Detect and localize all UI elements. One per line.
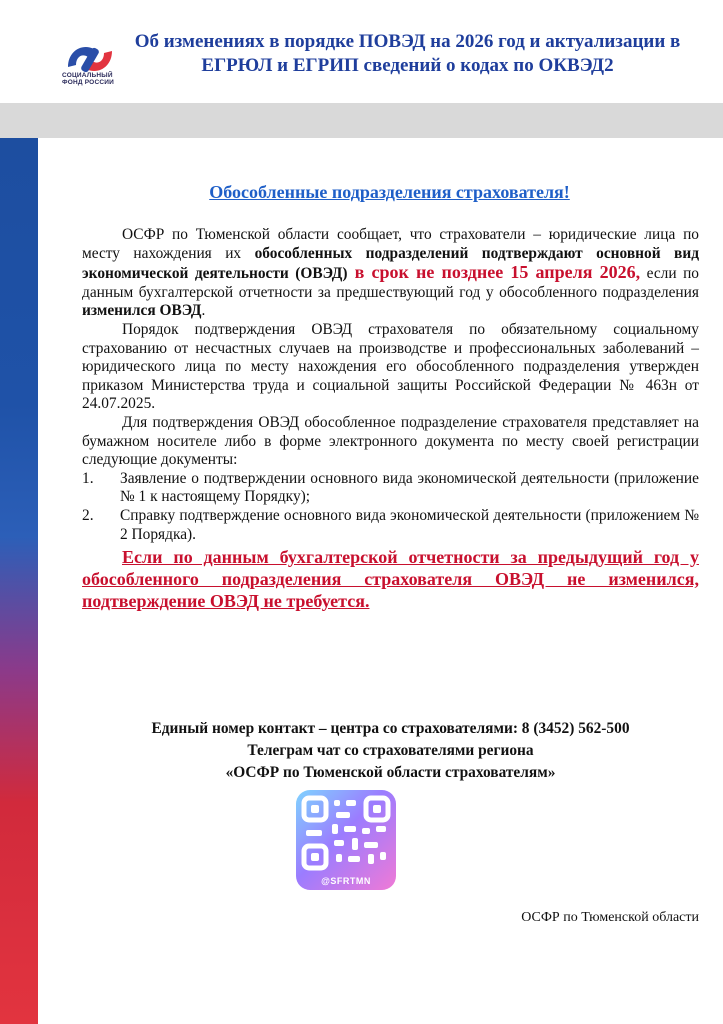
header-band (0, 103, 723, 138)
logo-caption (62, 72, 114, 86)
para1-bold2: изменился ОВЭД (82, 302, 202, 320)
contact-block (82, 718, 699, 784)
section-heading: Обособленные подразделения страхователя! (209, 182, 570, 202)
paragraph-1 (82, 226, 699, 321)
side-stripe (0, 138, 38, 1024)
logo-caption-line1: СОЦИАЛЬНЫЙ (62, 72, 113, 79)
contact-chat-name: «ОСФР по Тюменской области страхователям» (225, 764, 556, 781)
qr-code-icon[interactable] (296, 790, 396, 890)
paragraph-3: Для подтверждения ОВЭД обособленное подразделение страхователя представляет на бумажном носителе либо в форме электронного документа по месту своей регистрации следующие документы: (82, 413, 699, 469)
logo-caption-line2: ФОНД РОССИИ (62, 79, 114, 86)
list-item-number: 1. (82, 469, 94, 487)
contact-telegram: Телеграм чат со страхователями региона (247, 742, 534, 759)
para1-deadline: в срок не позднее 15 апреля 2026, (347, 262, 641, 283)
list-item (82, 507, 699, 544)
footer-signature: ОСФР по Тюменской области (521, 910, 699, 925)
list-item-number: 2. (82, 506, 94, 524)
title-line2: ЕГРЮЛ и ЕГРИП сведений о кодах по ОКВЭД2 (201, 55, 614, 76)
notice-text: Если по данным бухгалтерской отчетности за предыдущий год у обособленного подразделения страхователя ОВЭД не изменился, подтверждение ОВЭД не требуется. (82, 547, 699, 612)
qr-handle: @SFRTMN (321, 876, 371, 886)
document-body (82, 226, 699, 612)
page-title (120, 30, 695, 78)
page-header (0, 0, 723, 100)
para1-bold1: обособленных подразделений подтверждают основной вид экономической деятельности (ОВЭД) (82, 244, 699, 283)
list-item (82, 470, 699, 507)
list-item-text: Заявление о подтверждении основного вида экономической деятельности (приложение № 1 к настоящему Порядку); (120, 469, 699, 506)
para1-text1: ОСФР по Тюменской области сообщает, что страхователи – юридические лица по месту нахождения их (82, 226, 699, 262)
list-item-text: Справку подтверждение основного вида экономической деятельности (приложением № 2 Порядка). (120, 506, 699, 543)
paragraph-2: Порядок подтверждения ОВЭД страхователя по обязательному социальному страхованию от несчастных случаев на производстве и профессиональных заболеваний – юридического лица по месту нахождения его обособленного подразделения утвержден приказом Министерства труда и социальной защиты Российской Федерации № 463н от 24.07.2025. (82, 320, 699, 413)
contact-phone: Единый номер контакт – центра со страхователями: 8 (3452) 562-500 (151, 720, 630, 737)
title-line1: Об изменениях в порядке ПОВЭД на 2026 год и актуализации в (134, 31, 681, 52)
para1-text2: если по данным бухгалтерской отчетности за предшествующий год у обособленного подразделения (82, 265, 700, 301)
para1-text3: . (201, 302, 206, 320)
